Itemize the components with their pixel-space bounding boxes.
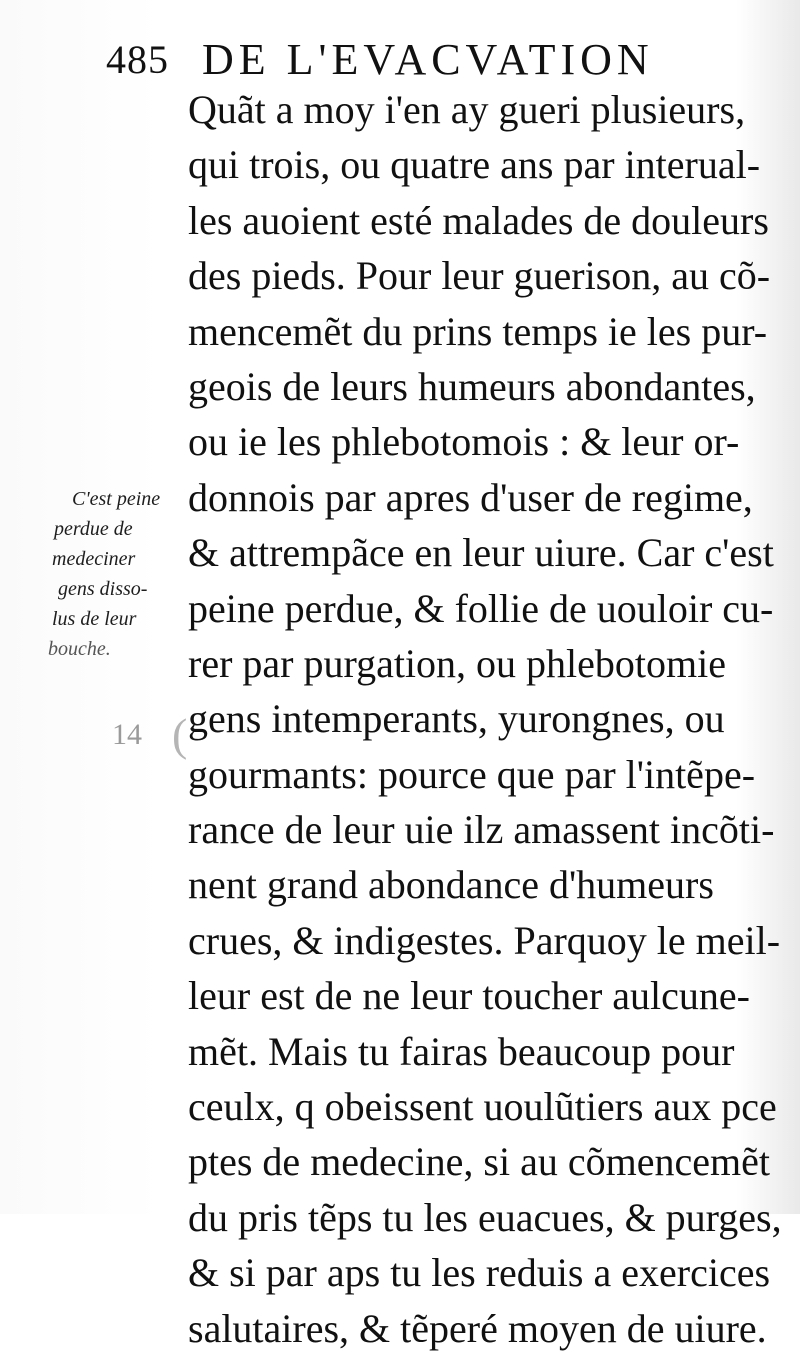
marginal-note-line: bouche. [48,638,111,660]
text-line: donnois par apres d'user de regime, [188,474,753,520]
text-line: mencemẽt du prins temps ie les pur- [188,308,768,354]
page-number: 485 [106,37,169,82]
text-line: peine perdue, & follie de uouloir cu- [188,585,774,631]
text-line: gourmants: pource que par l'intẽpe- [188,751,756,797]
text-line: ptes de medecine, si au cõmencemẽt [188,1139,770,1185]
bracket-mark: ( [172,709,188,760]
text-line: ceulx, q obeissent uoulũtiers aux pce [188,1084,777,1130]
text-line: & si par aps tu les reduis a exercices [188,1250,771,1296]
marginal-note-line: perdue de [54,518,133,540]
marginal-note-line: medeciner [52,548,136,570]
text-line: nent grand abondance d'humeurs [188,862,714,908]
text-line: ou ie les phlebotomois : & leur or- [188,419,740,465]
body-text [188,82,782,1356]
marginal-note-line: lus de leur [52,608,137,630]
text-line: les auoient esté malades de douleurs [188,197,769,243]
text-line: crues, & indigestes. Parquoy le meil- [188,917,781,963]
text-line: qui trois, ou quatre ans par interual- [188,142,761,188]
text-line: rer par purgation, ou phlebotomie [188,640,727,686]
marginal-note-line: C'est peine [72,488,161,510]
text-line: mẽt. Mais tu fairas beaucoup pour [188,1028,735,1074]
text-line: des pieds. Pour leur guerison, au cõ- [188,253,771,299]
running-title: DE L'EVACVATION [202,35,654,84]
text-line: leur est de ne leur toucher aulcune- [188,973,750,1019]
text-line: salutaires, & tẽperé moyen de uiure. [188,1305,767,1351]
text-line: du pris tẽps tu les euacues, & purges, [188,1194,782,1240]
marginal-note [48,484,188,664]
text-line: Quãt a moy i'en ay gueri plusieurs, [188,87,746,132]
text-line: & attrempãce en leur uiure. Car c'est [188,530,774,576]
marginal-note-line: gens disso- [58,578,148,600]
text-line: rance de leur uie ilz amassent incõti- [188,807,775,853]
text-line: gens intemperants, yurongnes, ou [188,696,725,742]
handwritten-mark: 14 [112,718,142,751]
text-line: geois de leurs humeurs abondantes, [188,363,756,409]
